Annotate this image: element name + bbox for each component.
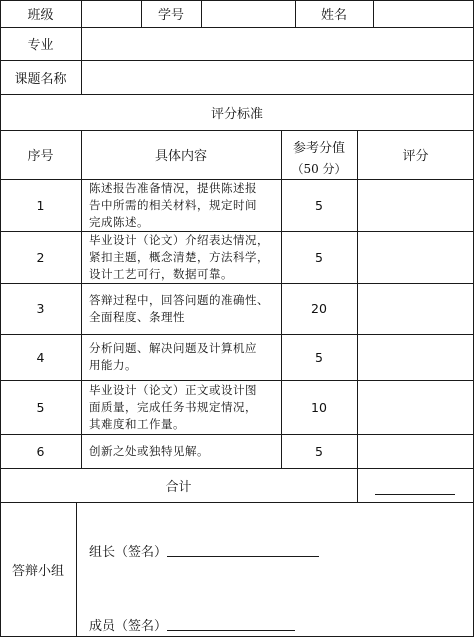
row-score-field[interactable] — [358, 180, 473, 231]
row-score-field[interactable] — [358, 335, 473, 380]
index-header: 序号 — [27, 149, 54, 164]
class-label: 班级 — [27, 8, 54, 23]
row-content: 毕业设计（论文）正文或设计图 面质量，完成任务书规定情况， 其难度和工作量。 — [89, 382, 257, 431]
row-content: 创新之处或独特见解。 — [89, 443, 209, 458]
topic-label: 课题名称 — [14, 71, 67, 87]
row-ref-score: 10 — [311, 399, 327, 415]
row-score-field[interactable] — [358, 284, 473, 334]
row-ref-score: 5 — [315, 349, 323, 365]
row-content: 分析问题、解决问题及计算机应 用能力。 — [89, 341, 257, 372]
name-field[interactable] — [374, 1, 473, 27]
topic-field[interactable] — [82, 61, 473, 94]
total-score-line[interactable] — [375, 494, 455, 495]
row-index: 3 — [36, 301, 45, 316]
row-ref-score: 20 — [311, 301, 327, 316]
row-index: 6 — [36, 443, 45, 459]
content-header: 具体内容 — [154, 149, 207, 164]
row-content: 毕业设计（论文）介绍表达情况， 紧扣主题，概念清楚，方法科学， 设计工艺可行，数据可靠。 — [89, 232, 269, 281]
row-score-field[interactable] — [358, 232, 473, 283]
criteria-title: 评分标准 — [210, 106, 263, 122]
col-divider — [81, 130, 82, 468]
major-label: 专业 — [27, 38, 54, 53]
row-score-field[interactable] — [358, 381, 473, 434]
student-id-field[interactable] — [202, 1, 295, 27]
row-index: 1 — [36, 197, 45, 213]
row-ref-score: 5 — [315, 443, 323, 459]
leader-signature-line[interactable] — [167, 544, 319, 557]
ref-score-header: 参考分值 — [292, 141, 345, 156]
row-index: 2 — [36, 249, 45, 265]
student-id-label: 学号 — [157, 8, 184, 23]
row-ref-score: 5 — [315, 249, 323, 265]
ref-score-total: （50 分） — [291, 161, 347, 176]
member-label: 成员（签名） — [89, 618, 168, 634]
row-content: 答辩过程中，回答问题的准确性、 全面程度、条理性 — [89, 292, 269, 324]
row-index: 5 — [36, 399, 45, 415]
major-field[interactable] — [82, 28, 473, 60]
row-ref-score: 5 — [315, 197, 323, 213]
name-label: 姓名 — [320, 8, 347, 23]
class-field[interactable] — [82, 1, 141, 27]
total-label: 合计 — [165, 479, 192, 495]
score-header: 评分 — [402, 149, 429, 164]
member-signature-line[interactable] — [167, 618, 295, 631]
member-signature — [89, 614, 329, 634]
panel-label: 答辩小组 — [11, 563, 64, 579]
leader-signature — [89, 540, 329, 560]
row-score-field[interactable] — [358, 435, 473, 468]
col-divider — [76, 502, 77, 636]
row-content: 陈述报告准备情况，提供陈述报 告中所需的相关材料，规定时间 完成陈述。 — [89, 180, 257, 229]
leader-label: 组长（签名） — [89, 544, 168, 560]
row-index: 4 — [36, 349, 45, 365]
